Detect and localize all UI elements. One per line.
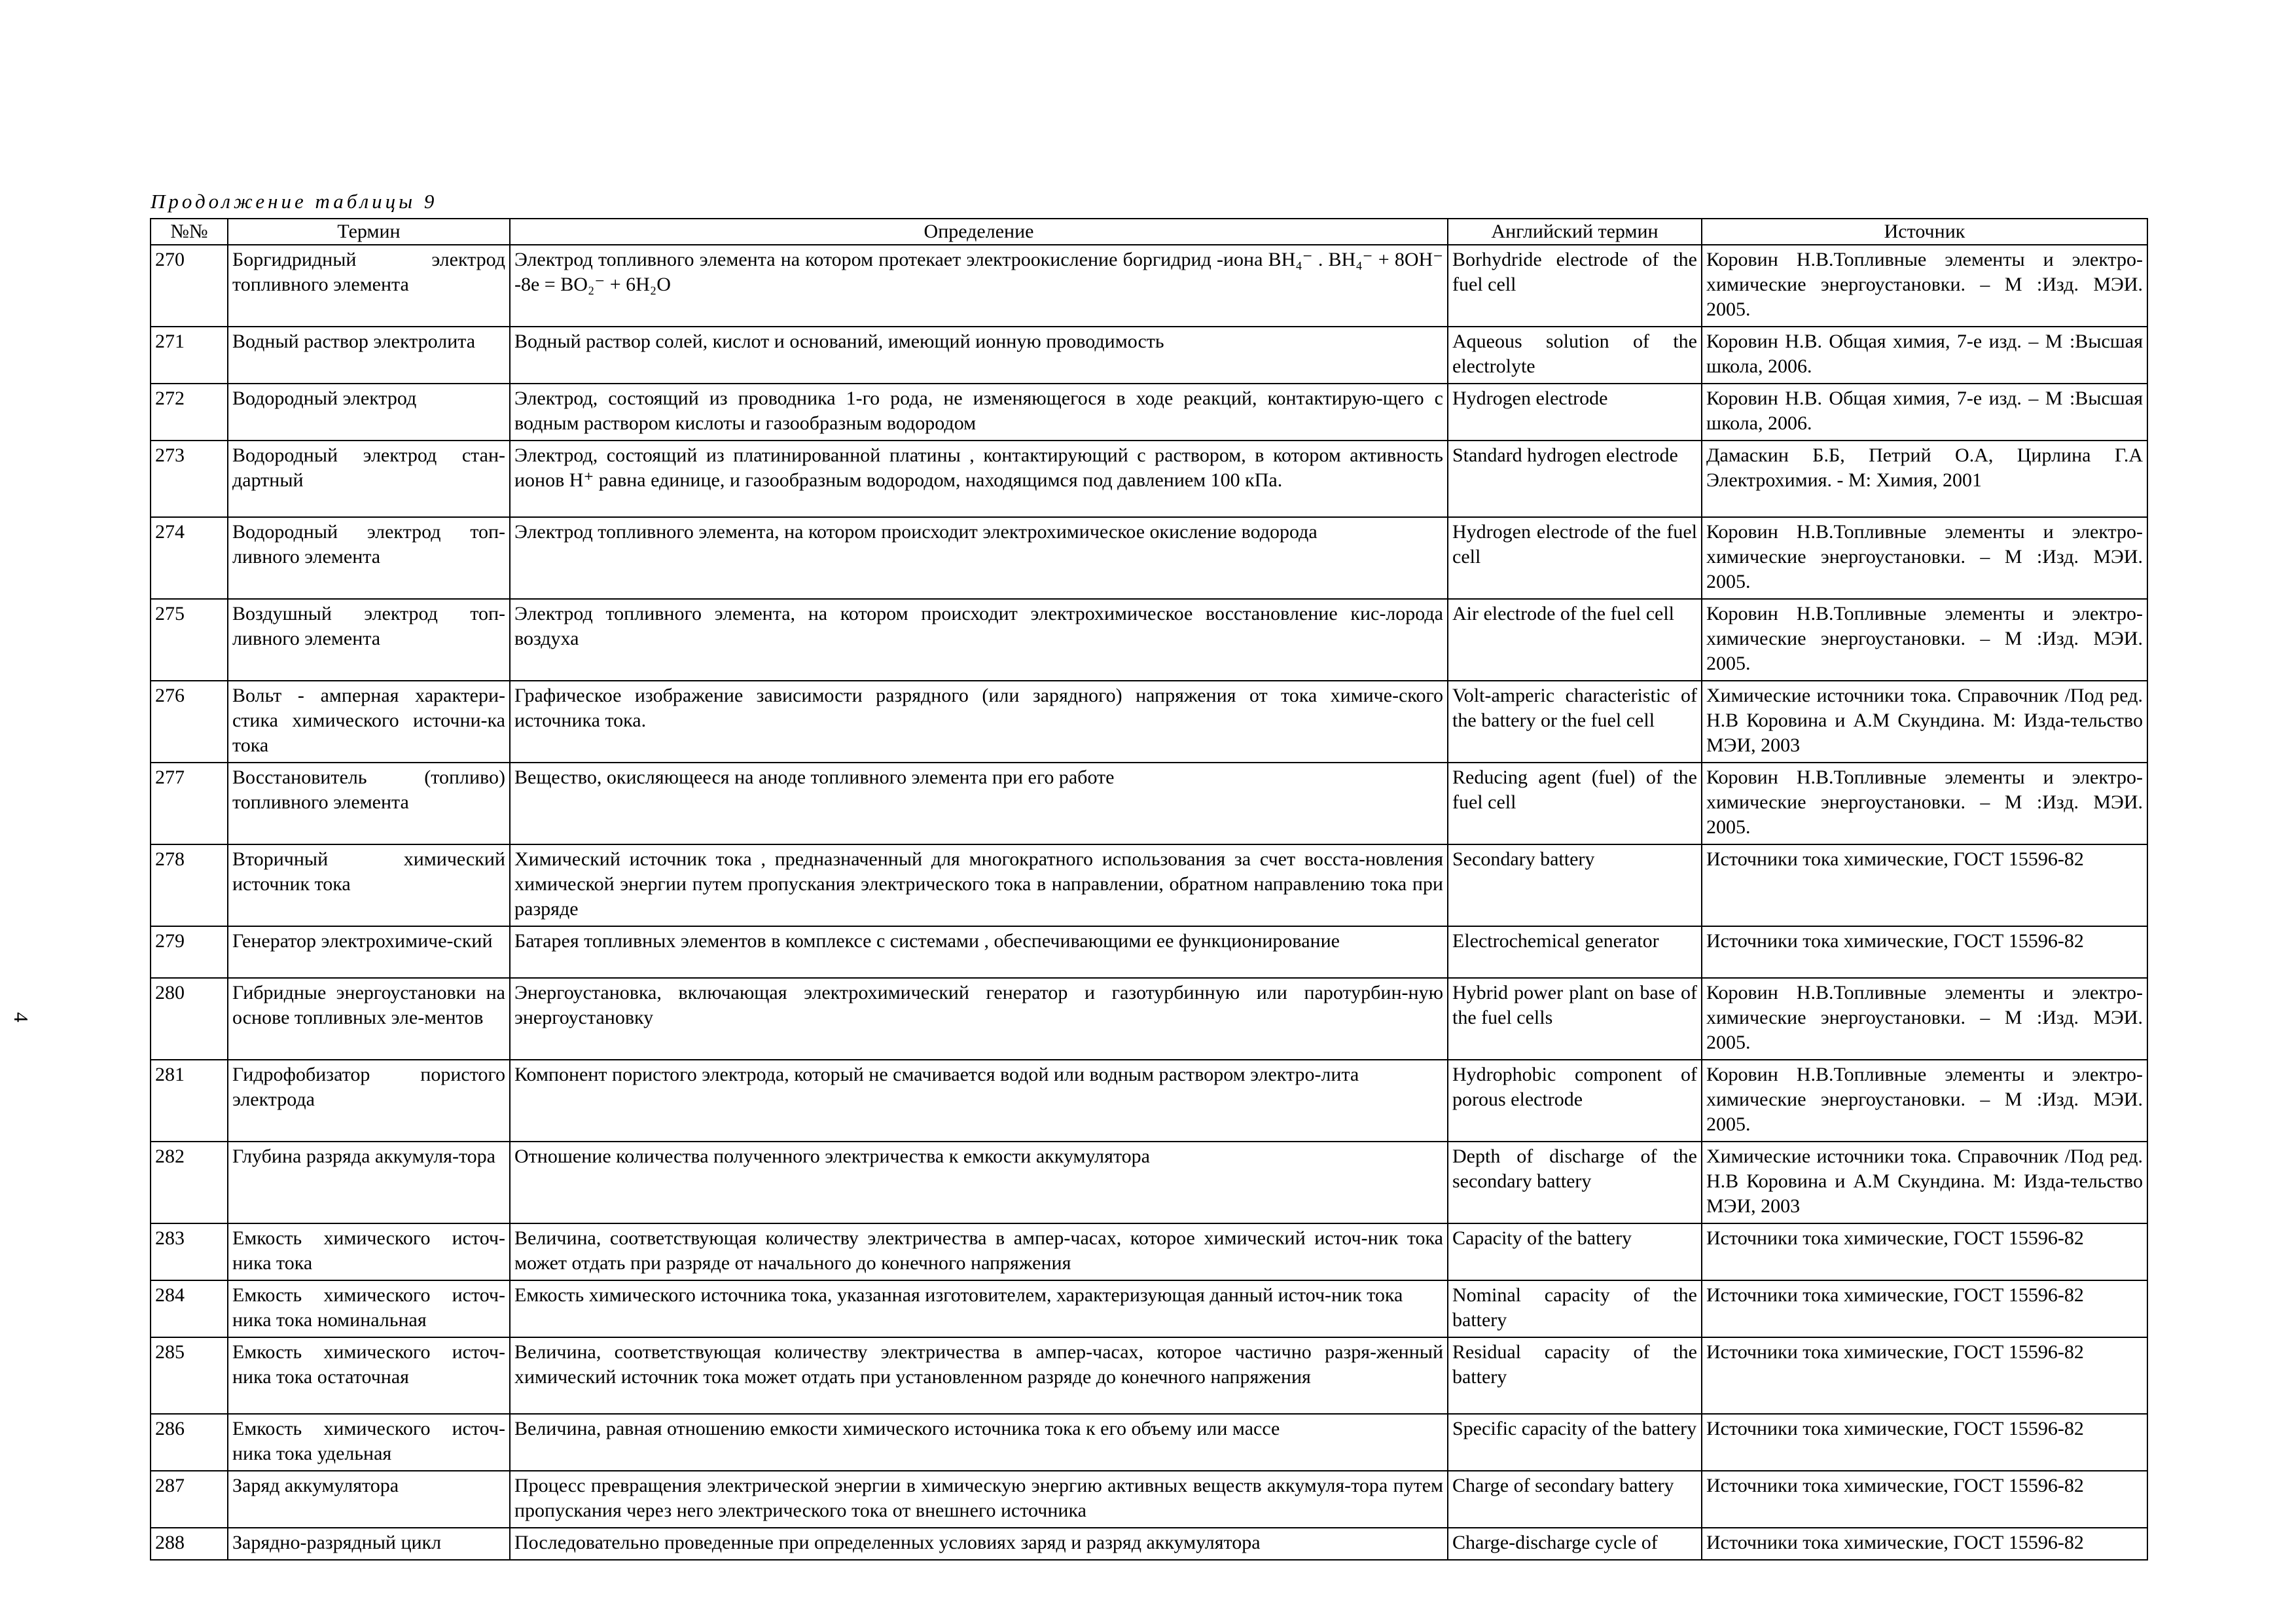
row-source: Источники тока химические, ГОСТ 15596-82 — [1702, 1414, 2147, 1471]
row-definition: Емкость химического источника тока, указанная изготовителем, характеризующая данный источ-ник тока — [510, 1280, 1448, 1337]
row-num: 276 — [151, 681, 228, 763]
row-num: 287 — [151, 1471, 228, 1528]
row-num: 280 — [151, 978, 228, 1060]
row-term: Боргидридный электрод топливного элемента — [228, 245, 510, 327]
row-num: 279 — [151, 926, 228, 978]
row-source: Источники тока химические, ГОСТ 15596-82 — [1702, 844, 2147, 926]
table-caption: Продолжение таблицы 9 — [151, 190, 438, 213]
table-body — [151, 245, 2147, 1560]
row-source: Источники тока химические, ГОСТ 15596-82 — [1702, 1223, 2147, 1280]
row-english: Charge-discharge cycle of — [1448, 1528, 1702, 1560]
page-number: 4 — [9, 1012, 33, 1022]
row-source: Коровин Н.В.Топливные элементы и электро-химические энергоустановки. – М :Изд. МЭИ. 2005. — [1702, 517, 2147, 599]
table-row — [151, 978, 2147, 1060]
row-num: 288 — [151, 1528, 228, 1560]
row-term: Генератор электрохимиче-ский — [228, 926, 510, 978]
row-source: Источники тока химические, ГОСТ 15596-82 — [1702, 1471, 2147, 1528]
row-definition: Процесс превращения электрической энергии в химическую энергию активных веществ аккумуля-тора путем пропускания через него электрического тока от внешнего источника — [510, 1471, 1448, 1528]
row-term: Вольт - амперная характери-стика химического источни-ка тока — [228, 681, 510, 763]
row-term: Гидрофобизатор пористого электрода — [228, 1060, 510, 1142]
row-source: Химические источники тока. Справочник /Под ред. Н.В Коровина и А.М Скундина. М: Изда-тельство МЭИ, 2003 — [1702, 1142, 2147, 1223]
row-num: 271 — [151, 327, 228, 384]
row-definition: Компонент пористого электрода, который не смачивается водой или водным раствором электро-лита — [510, 1060, 1448, 1142]
row-num: 272 — [151, 384, 228, 441]
table-row — [151, 517, 2147, 599]
table-row — [151, 763, 2147, 844]
row-num: 282 — [151, 1142, 228, 1223]
row-num: 285 — [151, 1337, 228, 1414]
header-source: Источник — [1702, 219, 2147, 245]
row-term: Емкость химического источ-ника тока — [228, 1223, 510, 1280]
table-row — [151, 1142, 2147, 1223]
row-num: 275 — [151, 599, 228, 681]
table-row — [151, 1528, 2147, 1560]
row-num: 283 — [151, 1223, 228, 1280]
row-english: Standard hydrogen electrode — [1448, 441, 1702, 517]
row-term: Глубина разряда аккумуля-тора — [228, 1142, 510, 1223]
row-num: 277 — [151, 763, 228, 844]
row-term: Восстановитель (топливо) топливного элемента — [228, 763, 510, 844]
row-num: 270 — [151, 245, 228, 327]
row-definition: Графическое изображение зависимости разрядного (или зарядного) напряжения от тока химиче-ского источника тока. — [510, 681, 1448, 763]
row-term: Водный раствор электролита — [228, 327, 510, 384]
row-definition: Электрод топливного элемента, на котором происходит электрохимическое восстановление кис-лорода воздуха — [510, 599, 1448, 681]
row-term: Заряд аккумулятора — [228, 1471, 510, 1528]
row-term: Водородный электрод топ-ливного элемента — [228, 517, 510, 599]
row-term: Воздушный электрод топ-ливного элемента — [228, 599, 510, 681]
row-english: Residual capacity of the battery — [1448, 1337, 1702, 1414]
row-term: Емкость химического источ-ника тока остаточная — [228, 1337, 510, 1414]
row-source: Дамаскин Б.Б, Петрий О.А, Цирлина Г.А Электрохимия. - М: Химия, 2001 — [1702, 441, 2147, 517]
row-term: Емкость химического источ-ника тока удельная — [228, 1414, 510, 1471]
row-source: Коровин Н.В. Общая химия, 7-е изд. – М :Высшая школа, 2006. — [1702, 384, 2147, 441]
header-english: Английский термин — [1448, 219, 1702, 245]
row-source: Источники тока химические, ГОСТ 15596-82 — [1702, 926, 2147, 978]
row-english: Aqueous solution of the electrolyte — [1448, 327, 1702, 384]
row-definition: Электрод топливного элемента, на котором происходит электрохимическое окисление водорода — [510, 517, 1448, 599]
row-english: Hydrogen electrode — [1448, 384, 1702, 441]
row-english: Volt-amperic characteristic of the battery or the fuel cell — [1448, 681, 1702, 763]
row-definition: Электрод, состоящий из платинированной платины , контактирующий с раствором, в котором активность ионов H⁺ равна единице, и газообразным водородом, находящимся под давлением 100 кПа. — [510, 441, 1448, 517]
row-num: 274 — [151, 517, 228, 599]
row-source: Коровин Н.В.Топливные элементы и электро-химические энергоустановки. – М :Изд. МЭИ. 2005. — [1702, 599, 2147, 681]
row-term: Водородный электрод стан-дартный — [228, 441, 510, 517]
row-english: Air electrode of the fuel cell — [1448, 599, 1702, 681]
row-term: Емкость химического источ-ника тока номинальная — [228, 1280, 510, 1337]
row-num: 281 — [151, 1060, 228, 1142]
table-row — [151, 926, 2147, 978]
table-row — [151, 681, 2147, 763]
row-english: Reducing agent (fuel) of the fuel cell — [1448, 763, 1702, 844]
row-definition: Батарея топливных элементов в комплексе с системами , обеспечивающими ее функционирование — [510, 926, 1448, 978]
table-row — [151, 327, 2147, 384]
table-row — [151, 1337, 2147, 1414]
row-num: 286 — [151, 1414, 228, 1471]
row-english: Charge of secondary battery — [1448, 1471, 1702, 1528]
row-source: Коровин Н.В.Топливные элементы и электро-химические энергоустановки. – М :Изд. МЭИ. 2005. — [1702, 763, 2147, 844]
row-definition: Последовательно проведенные при определенных условиях заряд и разряд аккумулятора — [510, 1528, 1448, 1560]
row-definition: Электрод, состоящий из проводника 1-го рода, не изменяющегося в ходе реакций, контактирую-щего с водным раствором кислоты и газообразным водородом — [510, 384, 1448, 441]
table-row — [151, 1060, 2147, 1142]
row-term: Зарядно-разрядный цикл — [228, 1528, 510, 1560]
header-num: №№ — [151, 219, 228, 245]
table-row — [151, 1280, 2147, 1337]
header-term: Термин — [228, 219, 510, 245]
row-definition: Величина, соответствующая количеству электричества в ампер-часах, которое химический источ-ник тока может отдать при разряде от начального до конечного напряжения — [510, 1223, 1448, 1280]
row-source: Коровин Н.В.Топливные элементы и электро-химические энергоустановки. – М :Изд. МЭИ. 2005. — [1702, 1060, 2147, 1142]
row-definition: Величина, равная отношению емкости химического источника тока к его объему или массе — [510, 1414, 1448, 1471]
row-term: Гибридные энергоустановки на основе топливных эле-ментов — [228, 978, 510, 1060]
row-source: Коровин Н.В. Общая химия, 7-е изд. – М :Высшая школа, 2006. — [1702, 327, 2147, 384]
row-source: Источники тока химические, ГОСТ 15596-82 — [1702, 1528, 2147, 1560]
row-english: Borhydride electrode of the fuel cell — [1448, 245, 1702, 327]
table-row — [151, 441, 2147, 517]
row-definition: Электрод топливного элемента на котором протекает электроокисление боргидрид -иона BH₄⁻ . BH₄⁻ + 8OH⁻ -8e = BO₂⁻ + 6H₂O — [510, 245, 1448, 327]
row-english: Secondary battery — [1448, 844, 1702, 926]
row-english: Nominal capacity of the battery — [1448, 1280, 1702, 1337]
row-english: Capacity of the battery — [1448, 1223, 1702, 1280]
row-definition: Энергоустановка, включающая электрохимический генератор и газотурбинную или паротурбин-ную энергоустановку — [510, 978, 1448, 1060]
row-source: Коровин Н.В.Топливные элементы и электро-химические энергоустановки. – М :Изд. МЭИ. 2005. — [1702, 978, 2147, 1060]
glossary-table — [150, 218, 2148, 1561]
table-row — [151, 1471, 2147, 1528]
table-row — [151, 245, 2147, 327]
row-english: Specific capacity of the battery — [1448, 1414, 1702, 1471]
row-english: Depth of discharge of the secondary battery — [1448, 1142, 1702, 1223]
row-num: 273 — [151, 441, 228, 517]
row-source: Источники тока химические, ГОСТ 15596-82 — [1702, 1280, 2147, 1337]
row-num: 278 — [151, 844, 228, 926]
row-source: Источники тока химические, ГОСТ 15596-82 — [1702, 1337, 2147, 1414]
header-definition: Определение — [510, 219, 1448, 245]
row-definition: Величина, соответствующая количеству электричества в ампер-часах, которое частично разря-женный химический источник тока может отдать при установленном разряде до конечного напряжения — [510, 1337, 1448, 1414]
row-source: Химические источники тока. Справочник /Под ред. Н.В Коровина и А.М Скундина. М: Изда-тельство МЭИ, 2003 — [1702, 681, 2147, 763]
row-definition: Отношение количества полученного электричества к емкости аккумулятора — [510, 1142, 1448, 1223]
row-source: Коровин Н.В.Топливные элементы и электро-химические энергоустановки. – М :Изд. МЭИ. 2005. — [1702, 245, 2147, 327]
header-row — [151, 219, 2147, 245]
row-term: Вторичный химический источник тока — [228, 844, 510, 926]
row-definition: Вещество, окисляющееся на аноде топливного элемента при его работе — [510, 763, 1448, 844]
row-num: 284 — [151, 1280, 228, 1337]
row-english: Electrochemical generator — [1448, 926, 1702, 978]
row-english: Hybrid power plant on base of the fuel cells — [1448, 978, 1702, 1060]
row-definition: Химический источник тока , предназначенный для многократного использования за счет восста-новления химической энергии путем пропускания электрического тока в направлении, обратном направлению тока при разряде — [510, 844, 1448, 926]
row-english: Hydrophobic component of porous electrode — [1448, 1060, 1702, 1142]
table-row — [151, 844, 2147, 926]
table-row — [151, 1223, 2147, 1280]
table-row — [151, 384, 2147, 441]
row-definition: Водный раствор солей, кислот и оснований, имеющий ионную проводимость — [510, 327, 1448, 384]
table-row — [151, 599, 2147, 681]
row-english: Hydrogen electrode of the fuel cell — [1448, 517, 1702, 599]
table-row — [151, 1414, 2147, 1471]
row-term: Водородный электрод — [228, 384, 510, 441]
